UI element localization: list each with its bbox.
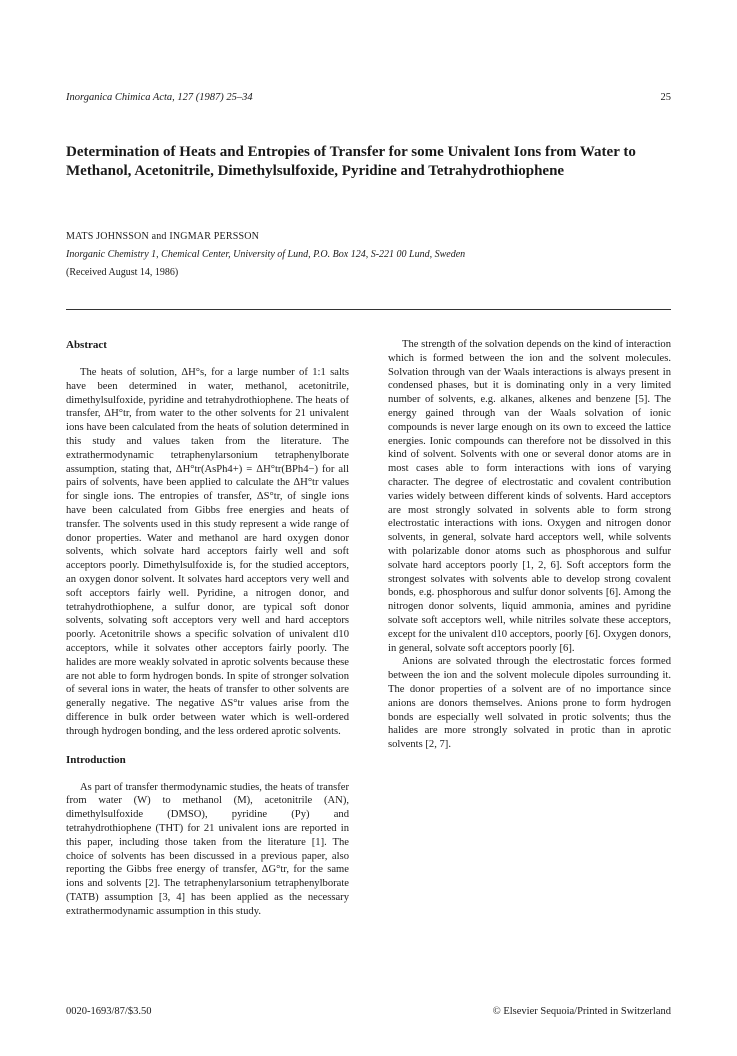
article-title: Determination of Heats and Entropies of Transfer for some Univalent Ions from Water to Methanol, Acetonitrile, Dimethylsulfoxide, Pyridine and Tetrahydrothiophene — [66, 144, 636, 179]
introduction-paragraph-1: As part of transfer thermodynamic studies, the heats of transfer from water (W) to methanol (M), acetonitrile (AN), dimethylsulfoxide (DMSO), pyridine (Py) and tetrahydrothiophene (THT) for 21 univalent ions are reported in this paper, including those taken from the literature [1]. The choice of solvents has been discussed in a previous paper, also reporting the Gibbs free energy of transfer, ΔG°tr, for the same ions and solvents [2]. The tetraphenylarsonium tetraphenylborate (TATB) assumption [3, 4] has been applied as the necessary extrathermodynamic assumption in this study. — [66, 781, 349, 917]
received-date: (Received August 14, 1986) — [66, 267, 179, 278]
right-column — [388, 338, 671, 752]
author-affiliation: Inorganic Chemistry 1, Chemical Center, University of Lund, P.O. Box 124, S-221 00 Lund, Sweden — [66, 249, 466, 260]
left-column — [66, 338, 349, 918]
page-footer — [66, 1005, 671, 1019]
abstract-heading: Abstract — [66, 339, 107, 351]
abstract-text: The heats of solution, ΔH°s, for a large number of 1:1 salts have been determined in water, methanol, acetonitrile, dimethylsulfoxide, pyridine and tetrahydrothiophene. The heats of transfer, ΔH°tr, from water to the other solvents for 21 univalent ions have been calculated from the heats of solution determined in this study and values taken from the literature. The extrathermodynamic tetraphenylarsonium tetraphenylborate assumption, stating that, ΔH°tr(AsPh4+) = ΔH°tr(BPh4−) for all pairs of solvents, have been applied to calculate the ΔH°tr values for single ions. The entropies of transfer, ΔS°tr, of single ions have been calculated from Gibbs free energies and heats of transfer. The solvents used in this study represent a wide range of donor properties. Water and methanol are hard oxygen donor solvents, which solvate hard acceptors fairly well and soft acceptors poorly. Dimethylsulfoxide is, for the studied acceptors, an oxygen donor solvent. It solvates hard acceptors very well and soft acceptors fairly well. Pyridine, a nitrogen donor, and tetrahydrothiophene, a sulfur donor, are typical soft donor solvents, solvating soft acceptors very well and hard acceptors poorly. Acetonitrile shows a specific solvation of univalent d10 acceptors, while it solvates other acceptors fairly poorly. The halides are more weakly solvated in aprotic solvents because these are not able to form hydrogen bonds. In spite of stronger solvation of several ions in water, the heats of transfer to other solvents are generally negative. The negative ΔS°tr values arise from the difference in bulk order between water which is well-ordered through hydrogen bonding, and the less ordered aprotic solvents. — [66, 367, 349, 737]
page-number: 25 — [660, 92, 671, 103]
introduction-paragraph-2: The strength of the solvation depends on the kind of interaction which is formed between the ion and the solvent molecules. Solvation through van der Waals interactions is always present in condensed phases, but it is dominating only in a very limited number of solvents, e.g. alkanes, alkenes and benzene [5]. The energy gained through van der Waals solvation of ionic compounds is never large enough on its own to exceed the lattice energies. Ionic compounds can therefore not be dissolved in this kind of solvent. Solvents with one or several donor atoms are in most cases able to form interactions with ions of varying character. The degree of electrostatic and covalent contribution varies widely between different kinds of solvents. Hard acceptors are most strongly solvated in solvents able to form strong electrostatic interactions with ions. Oxygen and nitrogen donor solvents, in general, solvate hard acceptors well, while solvents with polarizable donor atoms such as phosphorous and sulfur solvate hard acceptors poorly [1, 2, 6]. Soft acceptors form the strongest solvates with solvents able to develop strong covalent bonds, e.g. phosphorous and sulfur donor solvents [6]. Among the nitrogen donor solvents, liquid ammonia, amines and pyridine solvate soft acceptors well, while nitriles solvate these acceptors, except for the univalent d10 acceptors, poorly [6]. Oxygen donors, in general, solvate soft acceptors poorly [6]. — [388, 339, 671, 654]
introduction-paragraph-3: Anions are solvated through the electrostatic forces formed between the ion and the solvent molecule dipoles surrounding it. The donor properties of a solvent are of no importance since anions are donors themselves. Anions prone to form hydrogen bonds are especially well solvated in protic solvents; thus the halides are more strongly solvated in protic than in aprotic solvents [2, 7]. — [388, 656, 671, 751]
introduction-heading: Introduction — [66, 753, 126, 766]
copyright-notice: © Elsevier Sequoia/Printed in Switzerland — [492, 1006, 671, 1017]
article-code: 0020-1693/87/$3.50 — [66, 1006, 152, 1017]
author-list: MATS JOHNSSON and INGMAR PERSSON — [66, 231, 260, 242]
journal-citation: Inorganica Chimica Acta, 127 (1987) 25–34 — [66, 92, 253, 103]
header-divider — [66, 309, 671, 310]
running-head — [66, 91, 671, 105]
